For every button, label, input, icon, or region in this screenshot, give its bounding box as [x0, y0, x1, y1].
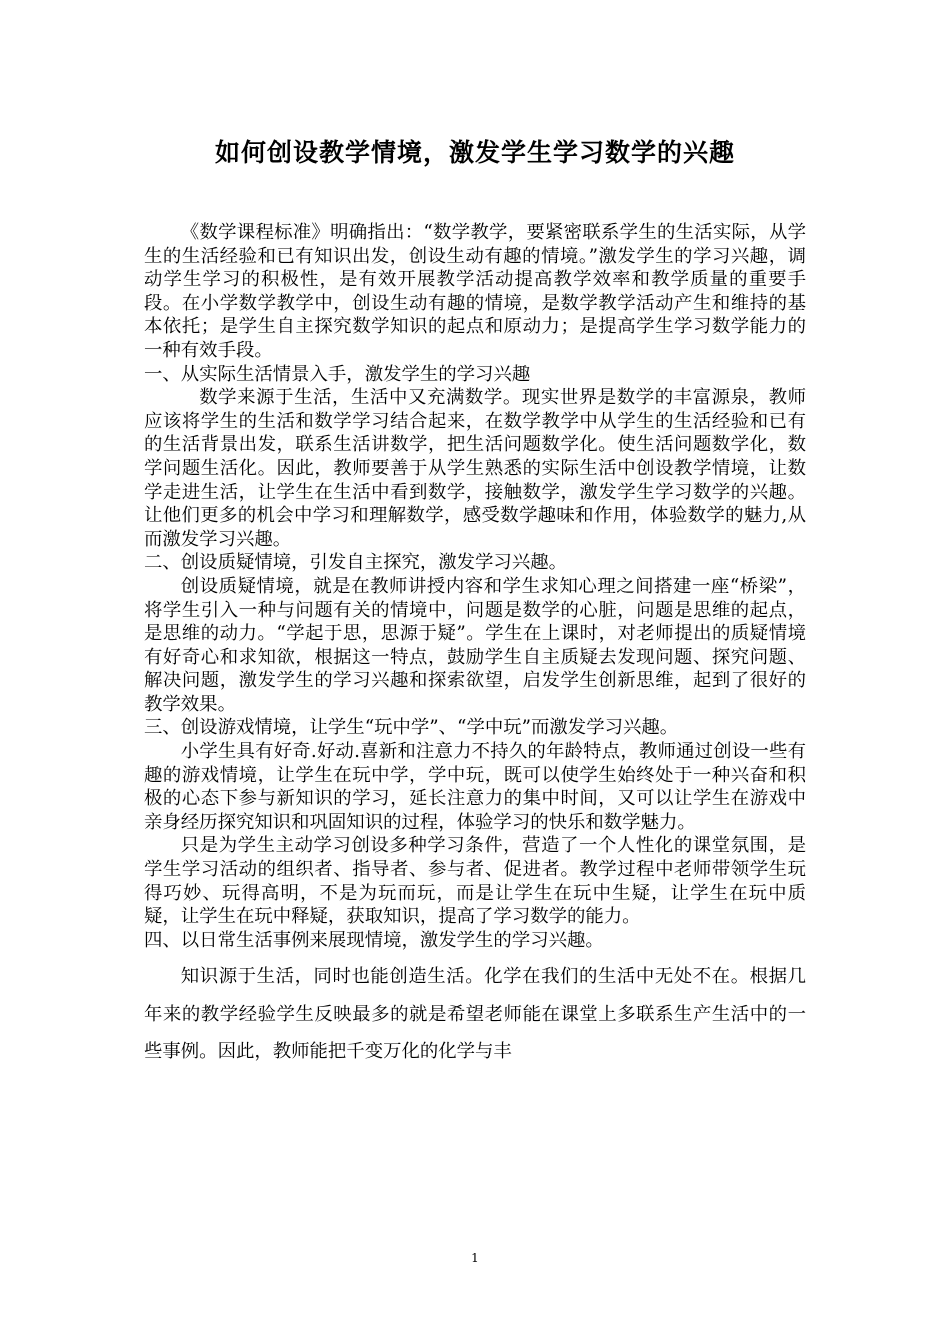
section-1-paragraph: 数学来源于生活，生活中又充满数学。现实世界是数学的丰富源泉，教师应该将学生的生活和数学学习结合起来，在数学教学中从学生的生活经验和已有的生活背景出发，联系生活讲数学，把生活问题数学化。使生活问题数学化，数学问题生活化。因此，教师要善于从学生熟悉的实际生活中创设教学情境，让数学走进生活，让学生在生活中看到数学，接触数学，激发学生学习数学的兴趣。让他们更多的机会中学习和理解数学，感受数学趣味和作用，体验数学的魅力,从而激发学习兴趣。 [144, 387, 806, 550]
section-heading-1: 一、从实际生活情景入手，激发学生的学习兴趣 [144, 363, 531, 385]
section-3-paragraph-2: 只是为学生主动学习创设多种学习条件，营造了一个人性化的课堂氛围，是学生学习活动的组织者、指导者、参与者、促进者。教学过程中老师带领学生玩得巧妙、玩得高明，不是为玩而玩，而是让学生在玩中生疑，让学生在玩中质疑，让学生在玩中释疑，获取知识，提高了学习数学的能力。 [144, 835, 806, 928]
section-2-paragraph: 创设质疑情境，就是在教师讲授内容和学生求知心理之间搭建一座“桥梁”，将学生引入一种与问题有关的情境中，问题是数学的心脏，问题是思维的起点，是思维的动力。“学起于思，思源于疑”。学生在上课时，对老师提出的质疑情境有好奇心和求知欲，根据这一特点，鼓励学生自主质疑去发现问题、探究问题、解决问题，激发学生的学习兴趣和探索欲望，启发学生创新思维，起到了很好的教学效果。 [144, 575, 806, 715]
page-number: 1 [471, 1251, 479, 1265]
intro-paragraph: 《数学课程标准》明确指出：“数学教学，要紧密联系学生的生活实际，从学生的生活经验和已有知识出发，创设生动有趣的情境。”激发学生的学习兴趣，调动学生学习的积极性，是有效开展教学活动提高教学效率和教学质量的重要手段。在小学数学教学中，创设生动有趣的情境，是数学教学活动产生和维持的基本依托；是学生自主探究数学知识的起点和原动力；是提高学生学习数学能力的一种有效手段。 [144, 222, 806, 361]
section-heading-2: 二、创设质疑情境，引发自主探究，激发学习兴趣。 [144, 552, 567, 574]
section-4-paragraph: 知识源于生活，同时也能创造生活。化学在我们的生活中无处不在。根据几年来的教学经验学生反映最多的就是希望老师能在课堂上多联系生产生活中的一些事例。因此，教师能把千变万化的化学与丰 [144, 966, 806, 1063]
section-3-paragraph-1: 小学生具有好奇.好动.喜新和注意力不持久的年龄特点，教师通过创设一些有趣的游戏情境，让学生在玩中学，学中玩，既可以使学生始终处于一种兴奋和积极的心态下参与新知识的学习，延长注意力的集中时间，又可以让学生在游戏中亲身经历探究知识和巩固知识的过程，体验学习的快乐和数学魅力。 [144, 741, 806, 833]
section-heading-3: 三、创设游戏情境，让学生“玩中学”、“学中玩”而激发学习兴趣。 [144, 717, 679, 739]
section-heading-4: 四、以日常生活事例来展现情境，激发学生的学习兴趣。 [144, 929, 604, 951]
document-body [144, 221, 806, 1071]
document-title: 如何创设教学情境，激发学生学习数学的兴趣 [214, 138, 735, 167]
